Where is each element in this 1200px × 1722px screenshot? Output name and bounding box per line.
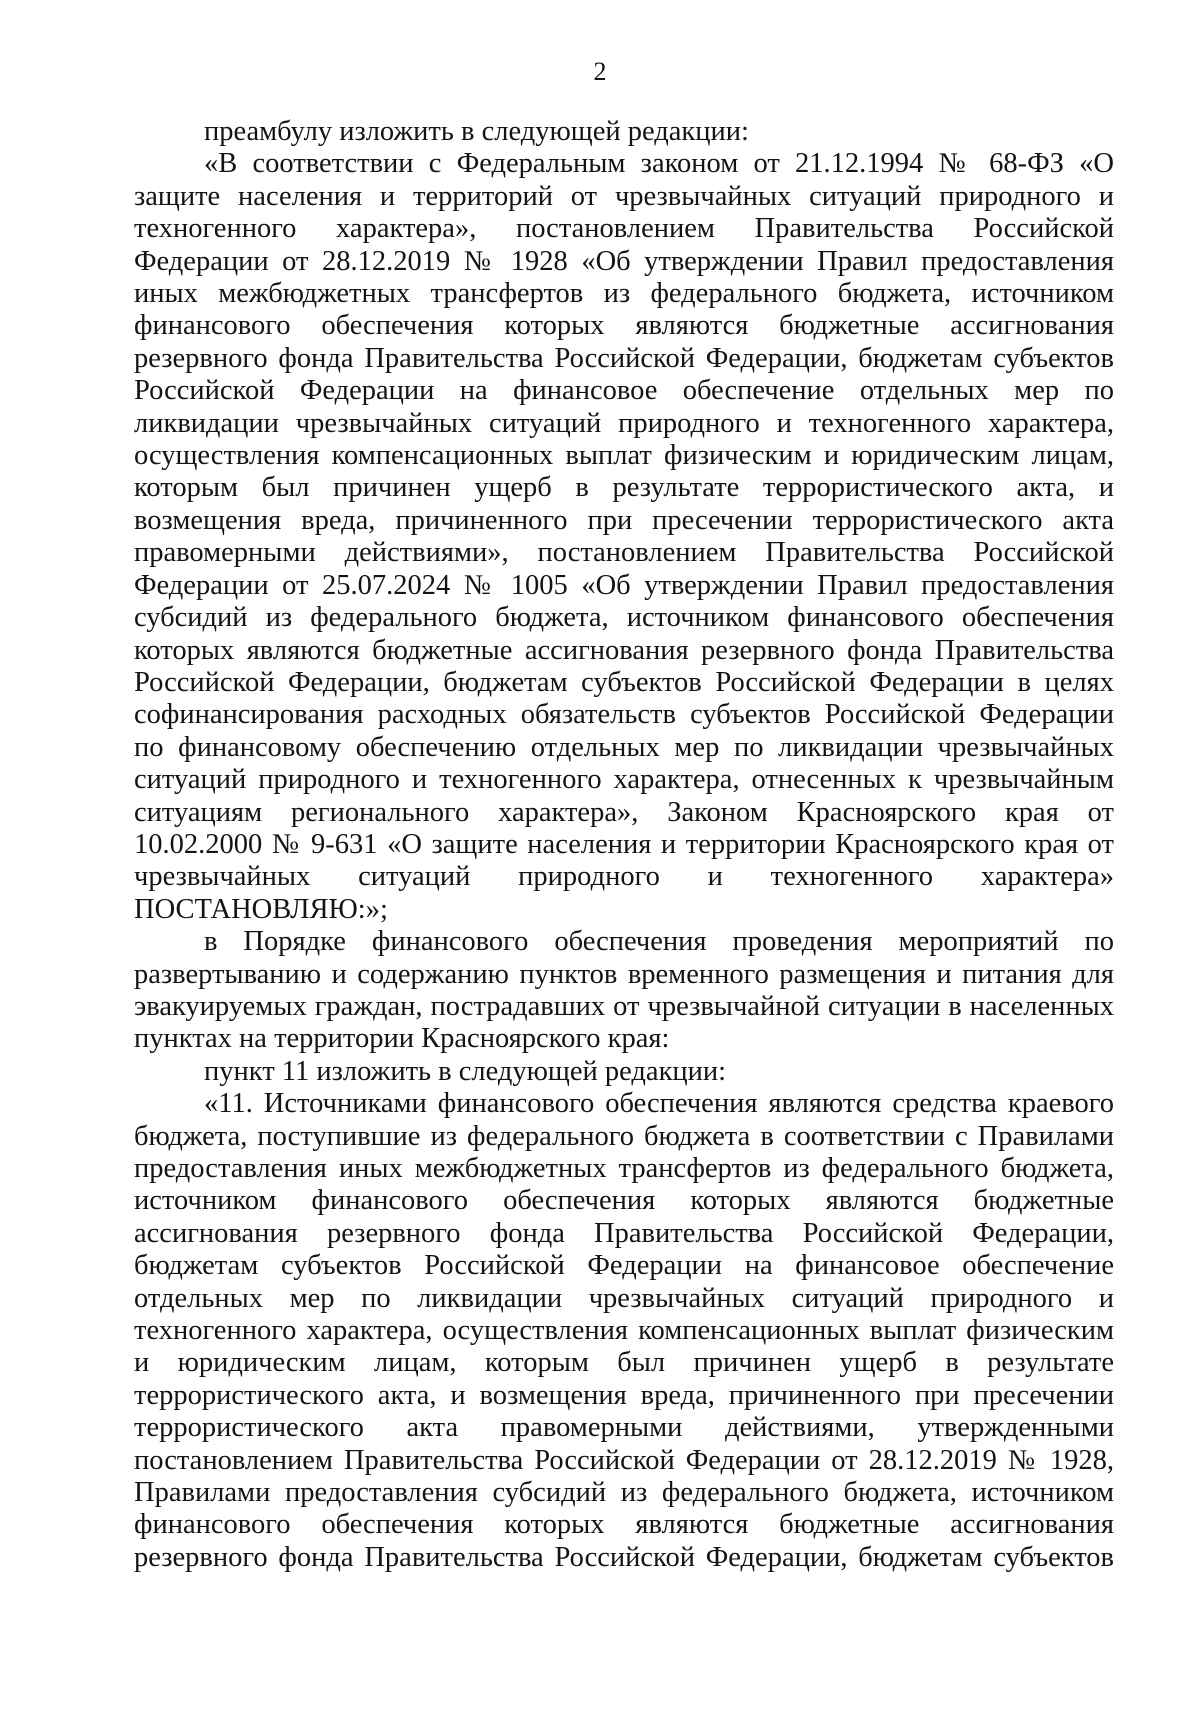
paragraph-preamble-intro: преамбулу изложить в следующей редакции:: [204, 116, 749, 147]
paragraph-preamble-text: «В соответствии с Федеральным законом от 21.12.1994 № 68-ФЗ «О защите населения и территорий от чрезвычайных ситуаций природного и техногенного характера», постановлением Правительства Российской Федерации от 28.12.2019 № 1928 «Об утверждении Правил предоставления иных межбюджетных трансфертов из федерального бюджета, источником финансового обеспечения которых являются бюджетные ассигнования резервного фонда Правительства Российской Федерации, бюджетам субъектов Российской Федерации на финансовое обеспечение отдельных мер по ликвидации чрезвычайных ситуаций природного и техногенного характера, осуществления компенсационных выплат физическим и юридическим лицам, которым был причинен ущерб в результате террористического акта, и возмещения вреда, причиненного при пресечении террористического акта правомерными действиями», постановлением Правительства Российской Федерации от 25.07.2024 № 1005 «Об утверждении Правил предоставления субсидий из федерального бюджета, источником финансового обеспечения которых являются бюджетные ассигнования резервного фонда Правительства Российской Федерации, бюджетам субъектов Российской Федерации в целях софинансирования расходных обязательств субъектов Российской Федерации по финансовому обеспечению отдельных мер по ликвидации чрезвычайных ситуаций природного и техногенного характера, отнесенных к чрезвычайным ситуациям регионального характера», Законом Красноярского края от 10.02.2000 № 9-631 «О защите населения и территории Красноярского края от чрезвычайных ситуаций природного и техногенного характера» ПОСТАНОВЛЯЮ:»;: [134, 148, 1114, 925]
paragraph-procedure-intro: в Порядке финансового обеспечения проведения мероприятий по развертыванию и содержанию пунктов временного размещения и питания для эвакуируемых граждан, пострадавших от чрезвычайной ситуации в населенных пунктах на территории Красноярского края:: [134, 926, 1114, 1055]
page-number: 2: [593, 57, 607, 86]
document-body: [134, 116, 1114, 1574]
paragraph-point-11-intro: пункт 11 изложить в следующей редакции:: [204, 1055, 727, 1087]
paragraph-point-11-text: «11. Источниками финансового обеспечения являются средства краевого бюджета, поступившие из федерального бюджета в соответствии с Правилами предоставления иных межбюджетных трансфертов из федерального бюджета, источником финансового обеспечения которых являются бюджетные ассигнования резервного фонда Правительства Российской Федерации, бюджетам субъектов Российской Федерации на финансовое обеспечение отдельных мер по ликвидации чрезвычайных ситуаций природного и техногенного характера, осуществления компенсационных выплат физическим и юридическим лицам, которым был причинен ущерб в результате террористического акта, и возмещения вреда, причиненного при пресечении террористического акта правомерными действиями, утвержденными постановлением Правительства Российской Федерации от 28.12.2019 № 1928, Правилами предоставления субсидий из федерального бюджета, источником финансового обеспечения которых являются бюджетные ассигнования резервного фонда Правительства Российской Федерации, бюджетам субъектов: [134, 1088, 1114, 1573]
